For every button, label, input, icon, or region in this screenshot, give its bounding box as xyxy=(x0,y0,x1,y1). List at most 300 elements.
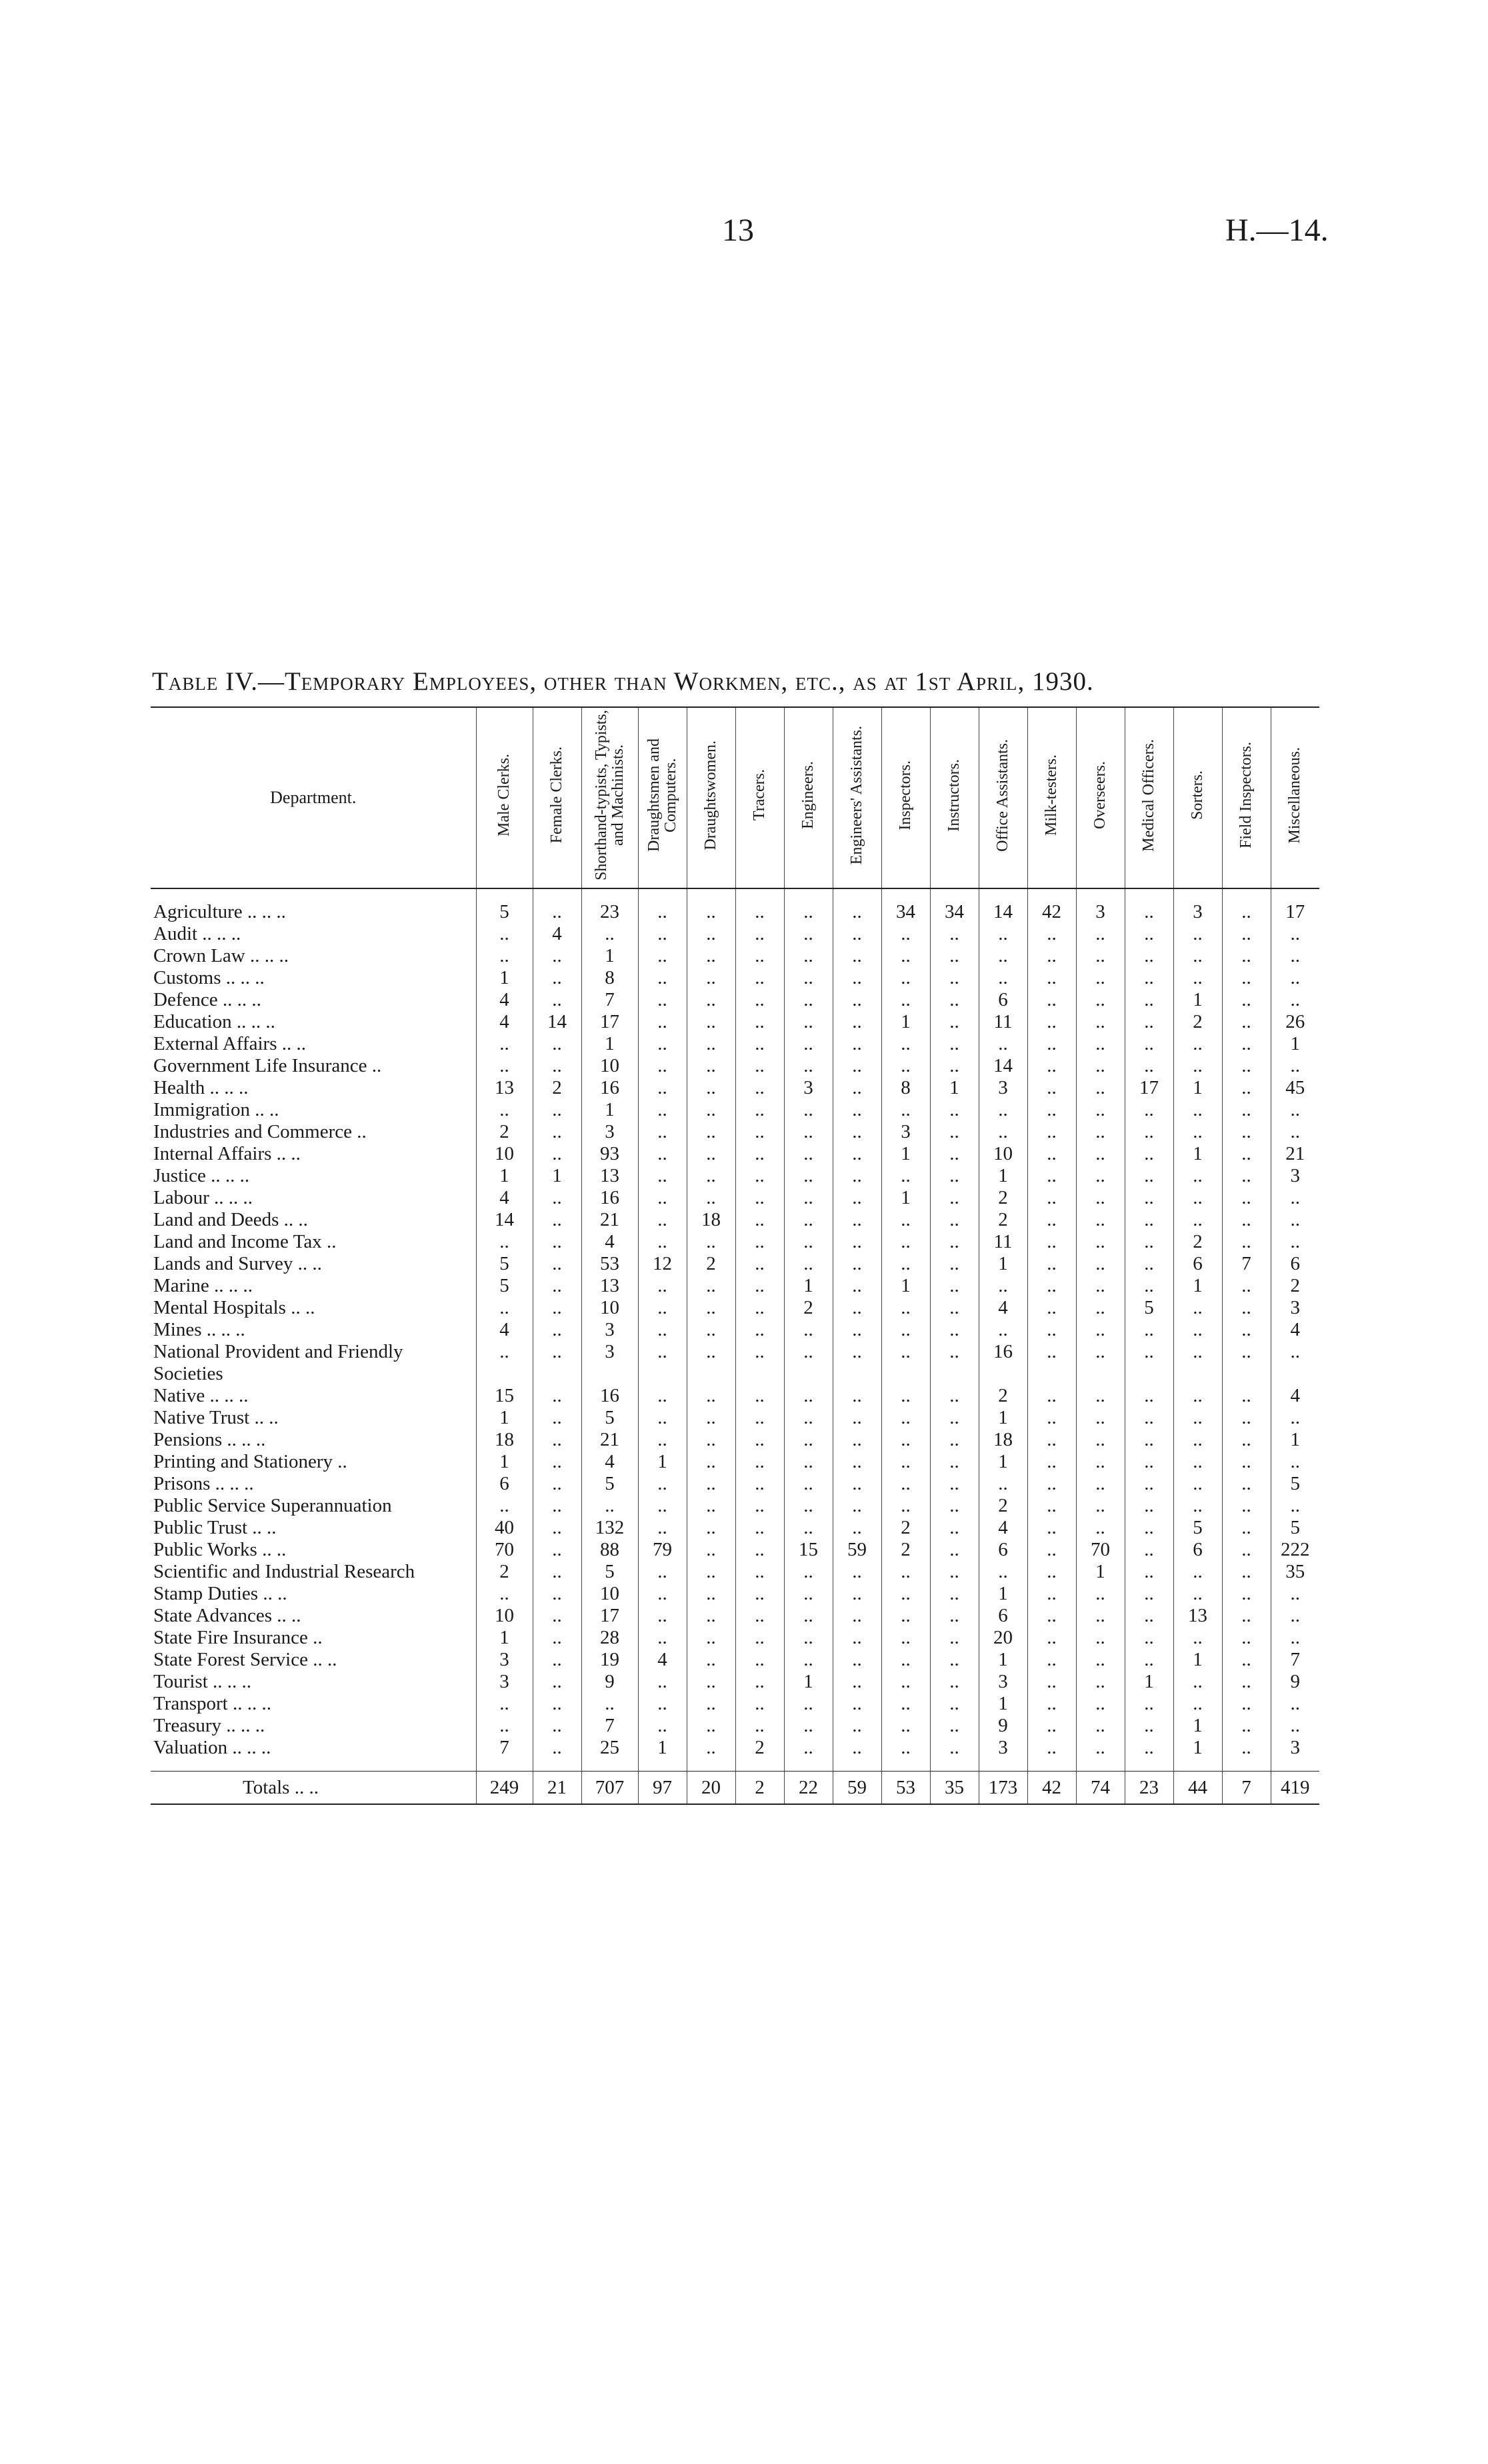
table-cell: .. xyxy=(581,1495,638,1517)
table-cell: .. xyxy=(638,1627,687,1649)
totals-cell: 59 xyxy=(833,1772,881,1805)
table-cell: .. xyxy=(1027,1055,1076,1077)
column-header xyxy=(687,707,735,888)
table-cell: .. xyxy=(638,1583,687,1605)
table-cell: .. xyxy=(735,1077,784,1099)
table-cell: .. xyxy=(784,1451,833,1473)
table-cell: .. xyxy=(1076,1231,1125,1253)
table-cell: .. xyxy=(638,945,687,967)
department-column-header xyxy=(151,707,476,888)
department-name: State Advances .. .. xyxy=(153,1605,301,1626)
table-cell: .. xyxy=(1125,1737,1173,1759)
table-cell: 59 xyxy=(833,1539,881,1561)
table-row xyxy=(151,1385,1319,1407)
column-header-label: Milk-testers. xyxy=(1043,754,1060,836)
table-row xyxy=(151,1165,1319,1187)
table-cell: .. xyxy=(784,1099,833,1121)
table-cell: .. xyxy=(784,1341,833,1363)
spacer-cell xyxy=(533,888,581,901)
table-cell: .. xyxy=(1222,1627,1271,1649)
table-cell: .. xyxy=(1027,1165,1076,1187)
totals-cell: 249 xyxy=(476,1772,533,1805)
table-cell: 4 xyxy=(533,923,581,945)
table-cell: .. xyxy=(687,1165,735,1187)
table-cell: 16 xyxy=(581,1187,638,1209)
department-name: Native .. .. .. xyxy=(153,1385,249,1406)
table-cell: .. xyxy=(687,1605,735,1627)
table-cell: .. xyxy=(1271,1099,1319,1121)
table-row xyxy=(151,1099,1319,1121)
table-cell: .. xyxy=(1271,1231,1319,1253)
table-row xyxy=(151,1627,1319,1649)
table-cell: .. xyxy=(784,1165,833,1187)
table-row xyxy=(151,1517,1319,1539)
table-cell: .. xyxy=(533,967,581,989)
table-cell: 45 xyxy=(1271,1077,1319,1099)
table-cell: .. xyxy=(638,1187,687,1209)
table-cell: .. xyxy=(784,1473,833,1495)
table-cell: .. xyxy=(638,1517,687,1539)
table-cell: .. xyxy=(1027,945,1076,967)
table-cell: .. xyxy=(1271,923,1319,945)
department-name: Land and Deeds .. .. xyxy=(153,1209,308,1230)
department-name: Scientific and Industrial Research xyxy=(153,1561,415,1582)
table-cell: .. xyxy=(930,1429,979,1451)
table-cell: .. xyxy=(833,1693,881,1715)
table-cell: .. xyxy=(1125,1715,1173,1737)
department-name: External Affairs .. .. xyxy=(153,1033,306,1054)
table-cell: .. xyxy=(533,1275,581,1297)
table-cell: .. xyxy=(1027,1605,1076,1627)
table-cell: .. xyxy=(1076,967,1125,989)
column-header xyxy=(735,707,784,888)
table-cell: .. xyxy=(930,1033,979,1055)
table-cell: .. xyxy=(1027,1341,1076,1363)
spacer-cell xyxy=(784,888,833,901)
column-header-label: Engineers' Assistants. xyxy=(848,725,865,865)
table-cell: .. xyxy=(930,1451,979,1473)
table-cell: .. xyxy=(735,1275,784,1297)
table-cell: .. xyxy=(687,1693,735,1715)
table-cell: .. xyxy=(533,1319,581,1341)
table-cell: .. xyxy=(833,1209,881,1231)
table-cell: .. xyxy=(930,1693,979,1715)
table-cell: 3 xyxy=(581,1319,638,1341)
table-cell: .. xyxy=(1173,1341,1222,1363)
table-cell: .. xyxy=(784,1627,833,1649)
column-header xyxy=(833,707,881,888)
table-cell: .. xyxy=(1222,1583,1271,1605)
table-cell: .. xyxy=(1125,1099,1173,1121)
table-cell: .. xyxy=(833,1055,881,1077)
table-cell: 15 xyxy=(476,1385,533,1407)
table-cell: 17 xyxy=(581,1605,638,1627)
table-cell: 11 xyxy=(979,1231,1027,1253)
spacer-cell xyxy=(979,1759,1027,1772)
table-cell: .. xyxy=(784,1561,833,1583)
table-cell: .. xyxy=(735,1099,784,1121)
table-cell: .. xyxy=(1027,1011,1076,1033)
table-cell: .. xyxy=(533,1187,581,1209)
table-cell: .. xyxy=(881,1407,930,1429)
table-cell: .. xyxy=(979,1561,1027,1583)
table-cell: .. xyxy=(1027,1583,1076,1605)
spacer-cell xyxy=(687,888,735,901)
table-cell: .. xyxy=(1222,1099,1271,1121)
table-cell: .. xyxy=(930,1297,979,1319)
department-name: Printing and Stationery .. xyxy=(153,1451,347,1472)
totals-cell: 35 xyxy=(930,1772,979,1805)
table-row xyxy=(151,1319,1319,1341)
department-name: Pensions .. .. .. xyxy=(153,1429,266,1450)
table-cell: .. xyxy=(1173,1561,1222,1583)
table-cell: 2 xyxy=(784,1297,833,1319)
table-cell: .. xyxy=(533,1143,581,1165)
table-cell: 4 xyxy=(979,1297,1027,1319)
table-cell: .. xyxy=(533,1209,581,1231)
table-cell: .. xyxy=(687,1429,735,1451)
table-cell: .. xyxy=(1222,1319,1271,1341)
table-cell xyxy=(930,1363,979,1385)
table-cell: .. xyxy=(687,1495,735,1517)
table-cell: .. xyxy=(533,1297,581,1319)
table-cell: .. xyxy=(735,1209,784,1231)
table-cell: .. xyxy=(638,923,687,945)
table-cell: .. xyxy=(476,1693,533,1715)
table-cell: .. xyxy=(735,1473,784,1495)
table-cell: .. xyxy=(735,1583,784,1605)
table-cell: 17 xyxy=(1271,901,1319,923)
table-cell: .. xyxy=(638,1341,687,1363)
spacer-cell xyxy=(833,1759,881,1772)
table-cell: .. xyxy=(833,1099,881,1121)
table-cell: .. xyxy=(833,1033,881,1055)
table-cell: .. xyxy=(1125,1055,1173,1077)
table-cell: .. xyxy=(735,1253,784,1275)
table-cell: .. xyxy=(1076,1627,1125,1649)
table-cell: .. xyxy=(735,1649,784,1671)
spacer-cell xyxy=(1271,888,1319,901)
table-cell: .. xyxy=(979,1121,1027,1143)
table-cell: .. xyxy=(1076,1407,1125,1429)
table-cell: .. xyxy=(930,1561,979,1583)
table-cell: 11 xyxy=(979,1011,1027,1033)
table-row xyxy=(151,1077,1319,1099)
table-cell: .. xyxy=(1222,1297,1271,1319)
table-cell: .. xyxy=(687,923,735,945)
table-cell: .. xyxy=(1173,945,1222,967)
table-row xyxy=(151,1605,1319,1627)
table-cell: .. xyxy=(784,1407,833,1429)
table-row xyxy=(151,1121,1319,1143)
table-cell: .. xyxy=(533,1605,581,1627)
table-cell xyxy=(784,1363,833,1385)
totals-cell: 42 xyxy=(1027,1772,1076,1805)
spacer-cell xyxy=(1271,1759,1319,1772)
table-cell: .. xyxy=(833,1561,881,1583)
table-cell: .. xyxy=(833,1143,881,1165)
table-cell: .. xyxy=(930,1539,979,1561)
table-cell: 18 xyxy=(476,1429,533,1451)
table-cell: .. xyxy=(638,1429,687,1451)
table-cell: 1 xyxy=(979,1165,1027,1187)
table-cell: .. xyxy=(638,1715,687,1737)
column-header xyxy=(1173,707,1222,888)
column-header xyxy=(476,707,533,888)
table-cell: .. xyxy=(833,1319,881,1341)
table-cell: .. xyxy=(1076,1121,1125,1143)
table-cell: .. xyxy=(1125,1649,1173,1671)
department-name: Valuation .. .. .. xyxy=(153,1737,271,1758)
column-header xyxy=(1271,707,1319,888)
table-cell: .. xyxy=(638,1077,687,1099)
table-cell: .. xyxy=(581,923,638,945)
table-cell: 14 xyxy=(979,901,1027,923)
table-cell: .. xyxy=(1076,1583,1125,1605)
table-cell: .. xyxy=(1125,1209,1173,1231)
table-cell: .. xyxy=(638,1693,687,1715)
table-cell: .. xyxy=(687,1099,735,1121)
table-cell: .. xyxy=(784,1517,833,1539)
table-cell: .. xyxy=(930,1341,979,1363)
column-header-label: Male Clerks. xyxy=(495,754,513,836)
table-cell: .. xyxy=(533,1539,581,1561)
table-cell: .. xyxy=(533,1385,581,1407)
table-cell: .. xyxy=(638,1605,687,1627)
table-cell: .. xyxy=(1271,1451,1319,1473)
table-cell: .. xyxy=(638,1297,687,1319)
spacer-cell xyxy=(151,888,476,901)
table-cell: 8 xyxy=(881,1077,930,1099)
table-cell: .. xyxy=(735,1055,784,1077)
table-cell: .. xyxy=(881,1253,930,1275)
table-cell: .. xyxy=(638,1209,687,1231)
table-cell: .. xyxy=(1076,1011,1125,1033)
spacer-row xyxy=(151,1759,1319,1772)
table-cell: 5 xyxy=(476,901,533,923)
table-cell: 12 xyxy=(638,1253,687,1275)
table-cell: 1 xyxy=(638,1451,687,1473)
table-cell: 93 xyxy=(581,1143,638,1165)
column-header xyxy=(533,707,581,888)
table-cell: 53 xyxy=(581,1253,638,1275)
column-header xyxy=(1222,707,1271,888)
table-cell: .. xyxy=(784,1187,833,1209)
table-cell: 13 xyxy=(581,1275,638,1297)
table-cell: .. xyxy=(735,1539,784,1561)
table-cell: .. xyxy=(784,1605,833,1627)
table-cell: .. xyxy=(930,1231,979,1253)
table-cell: .. xyxy=(881,1561,930,1583)
table-cell: .. xyxy=(533,1055,581,1077)
table-cell: .. xyxy=(1271,1209,1319,1231)
table-row xyxy=(151,1143,1319,1165)
table-cell: .. xyxy=(533,901,581,923)
table-cell: .. xyxy=(687,967,735,989)
table-cell: .. xyxy=(1027,1099,1076,1121)
table-cell: 1 xyxy=(1271,1429,1319,1451)
table-cell: .. xyxy=(1076,1495,1125,1517)
table-cell: .. xyxy=(735,967,784,989)
table-cell xyxy=(533,1363,581,1385)
column-header-label: Female Clerks. xyxy=(548,746,565,844)
table-cell: 7 xyxy=(581,1715,638,1737)
table-cell: .. xyxy=(1027,1143,1076,1165)
table-cell: .. xyxy=(930,1121,979,1143)
table-cell: .. xyxy=(1027,1671,1076,1693)
table-cell: .. xyxy=(638,1231,687,1253)
table-cell: .. xyxy=(833,1165,881,1187)
table-cell: .. xyxy=(784,1737,833,1759)
table-cell: 132 xyxy=(581,1517,638,1539)
table-cell: 1 xyxy=(1271,1033,1319,1055)
table-cell: 1 xyxy=(533,1165,581,1187)
table-cell: .. xyxy=(1222,1715,1271,1737)
table-cell: .. xyxy=(1125,1539,1173,1561)
table-cell: .. xyxy=(1125,1605,1173,1627)
table-cell: .. xyxy=(638,1033,687,1055)
spacer-cell xyxy=(533,1759,581,1772)
table-cell: .. xyxy=(930,1627,979,1649)
spacer-cell xyxy=(930,888,979,901)
table-cell: 1 xyxy=(1125,1671,1173,1693)
table-cell: 21 xyxy=(581,1429,638,1451)
table-cell: .. xyxy=(1173,1385,1222,1407)
table-cell: .. xyxy=(930,1187,979,1209)
department-name: Customs .. .. .. xyxy=(153,967,265,988)
table-cell: 5 xyxy=(476,1253,533,1275)
table-cell: .. xyxy=(1125,1033,1173,1055)
table-cell: .. xyxy=(687,1473,735,1495)
table-cell: .. xyxy=(979,1099,1027,1121)
spacer-cell xyxy=(881,1759,930,1772)
table-cell xyxy=(1076,1363,1125,1385)
table-cell: .. xyxy=(784,1253,833,1275)
table-cell: .. xyxy=(833,1385,881,1407)
table-cell: .. xyxy=(833,1517,881,1539)
table-cell: 1 xyxy=(581,1033,638,1055)
table-cell: 10 xyxy=(979,1143,1027,1165)
table-cell: .. xyxy=(1125,1451,1173,1473)
table-cell: 7 xyxy=(1271,1649,1319,1671)
column-header-label: Field Inspectors. xyxy=(1237,742,1255,848)
table-cell: .. xyxy=(881,1627,930,1649)
table-cell: 5 xyxy=(581,1407,638,1429)
table-cell: .. xyxy=(784,989,833,1011)
table-cell: .. xyxy=(533,1473,581,1495)
table-cell: .. xyxy=(533,1253,581,1275)
table-cell: 1 xyxy=(979,1693,1027,1715)
table-cell: .. xyxy=(1027,1209,1076,1231)
table-cell: .. xyxy=(881,1055,930,1077)
table-cell: .. xyxy=(1222,1011,1271,1033)
document-reference: H.—14. xyxy=(1225,213,1329,248)
table-cell: .. xyxy=(833,1011,881,1033)
department-name: Agriculture .. .. .. xyxy=(153,901,286,922)
table-cell: .. xyxy=(1125,1121,1173,1143)
table-cell: .. xyxy=(735,1671,784,1693)
table-cell: .. xyxy=(881,989,930,1011)
table-cell: .. xyxy=(687,1143,735,1165)
table-cell: 16 xyxy=(979,1341,1027,1363)
table-cell: .. xyxy=(1027,1231,1076,1253)
department-name: Audit .. .. .. xyxy=(153,923,241,944)
table-cell: .. xyxy=(784,1583,833,1605)
table-cell: 3 xyxy=(979,1077,1027,1099)
page-number: 13 xyxy=(722,213,754,248)
table-row xyxy=(151,923,1319,945)
column-header-label: Inspectors. xyxy=(897,760,914,830)
table-cell: 1 xyxy=(581,945,638,967)
table-row xyxy=(151,1407,1319,1429)
table-cell: .. xyxy=(735,1407,784,1429)
department-name: Defence .. .. .. xyxy=(153,989,261,1010)
table-cell: .. xyxy=(1222,1165,1271,1187)
table-cell xyxy=(1271,1363,1319,1385)
table-cell: .. xyxy=(735,945,784,967)
column-header-label: Engineers. xyxy=(799,761,817,829)
table-cell: .. xyxy=(1222,1649,1271,1671)
table-row xyxy=(151,1693,1319,1715)
table-row xyxy=(151,1737,1319,1759)
table-cell: 6 xyxy=(1173,1539,1222,1561)
table-cell: .. xyxy=(1076,1143,1125,1165)
table-cell: .. xyxy=(1271,1715,1319,1737)
table-cell: .. xyxy=(1222,945,1271,967)
table-cell: .. xyxy=(476,1495,533,1517)
table-cell: 10 xyxy=(581,1297,638,1319)
department-name: State Fire Insurance .. xyxy=(153,1627,323,1648)
department-name: Land and Income Tax .. xyxy=(153,1231,337,1252)
table-cell: 70 xyxy=(476,1539,533,1561)
spacer-cell xyxy=(784,1759,833,1772)
table-cell: .. xyxy=(1125,1143,1173,1165)
spacer-cell xyxy=(638,1759,687,1772)
spacer-cell xyxy=(1222,1759,1271,1772)
table-cell: .. xyxy=(930,945,979,967)
table-cell: .. xyxy=(1125,1627,1173,1649)
table-cell: .. xyxy=(979,923,1027,945)
table-cell: 10 xyxy=(476,1605,533,1627)
table-cell: .. xyxy=(930,1715,979,1737)
table-cell: .. xyxy=(784,1429,833,1451)
department-name: Treasury .. .. .. xyxy=(153,1715,265,1736)
table-cell: .. xyxy=(638,1407,687,1429)
table-cell: 1 xyxy=(784,1671,833,1693)
table-cell: .. xyxy=(881,1165,930,1187)
table-cell: .. xyxy=(1173,1297,1222,1319)
table-cell: 5 xyxy=(1125,1297,1173,1319)
totals-cell: 44 xyxy=(1173,1772,1222,1805)
table-cell: .. xyxy=(1222,923,1271,945)
table-cell: .. xyxy=(784,1055,833,1077)
table-cell: .. xyxy=(881,945,930,967)
table-cell: .. xyxy=(784,1715,833,1737)
table-cell: 7 xyxy=(1222,1253,1271,1275)
table-cell: .. xyxy=(735,1693,784,1715)
table-cell: .. xyxy=(735,1341,784,1363)
table-cell: .. xyxy=(735,1143,784,1165)
table-cell: 6 xyxy=(1173,1253,1222,1275)
table-cell: .. xyxy=(533,1649,581,1671)
spacer-cell xyxy=(1173,1759,1222,1772)
table-cell: .. xyxy=(1027,1121,1076,1143)
table-cell: .. xyxy=(687,1341,735,1363)
table-cell: 28 xyxy=(581,1627,638,1649)
table-cell: 1 xyxy=(1173,1077,1222,1099)
table-cell: .. xyxy=(687,1451,735,1473)
table-cell: .. xyxy=(687,1627,735,1649)
